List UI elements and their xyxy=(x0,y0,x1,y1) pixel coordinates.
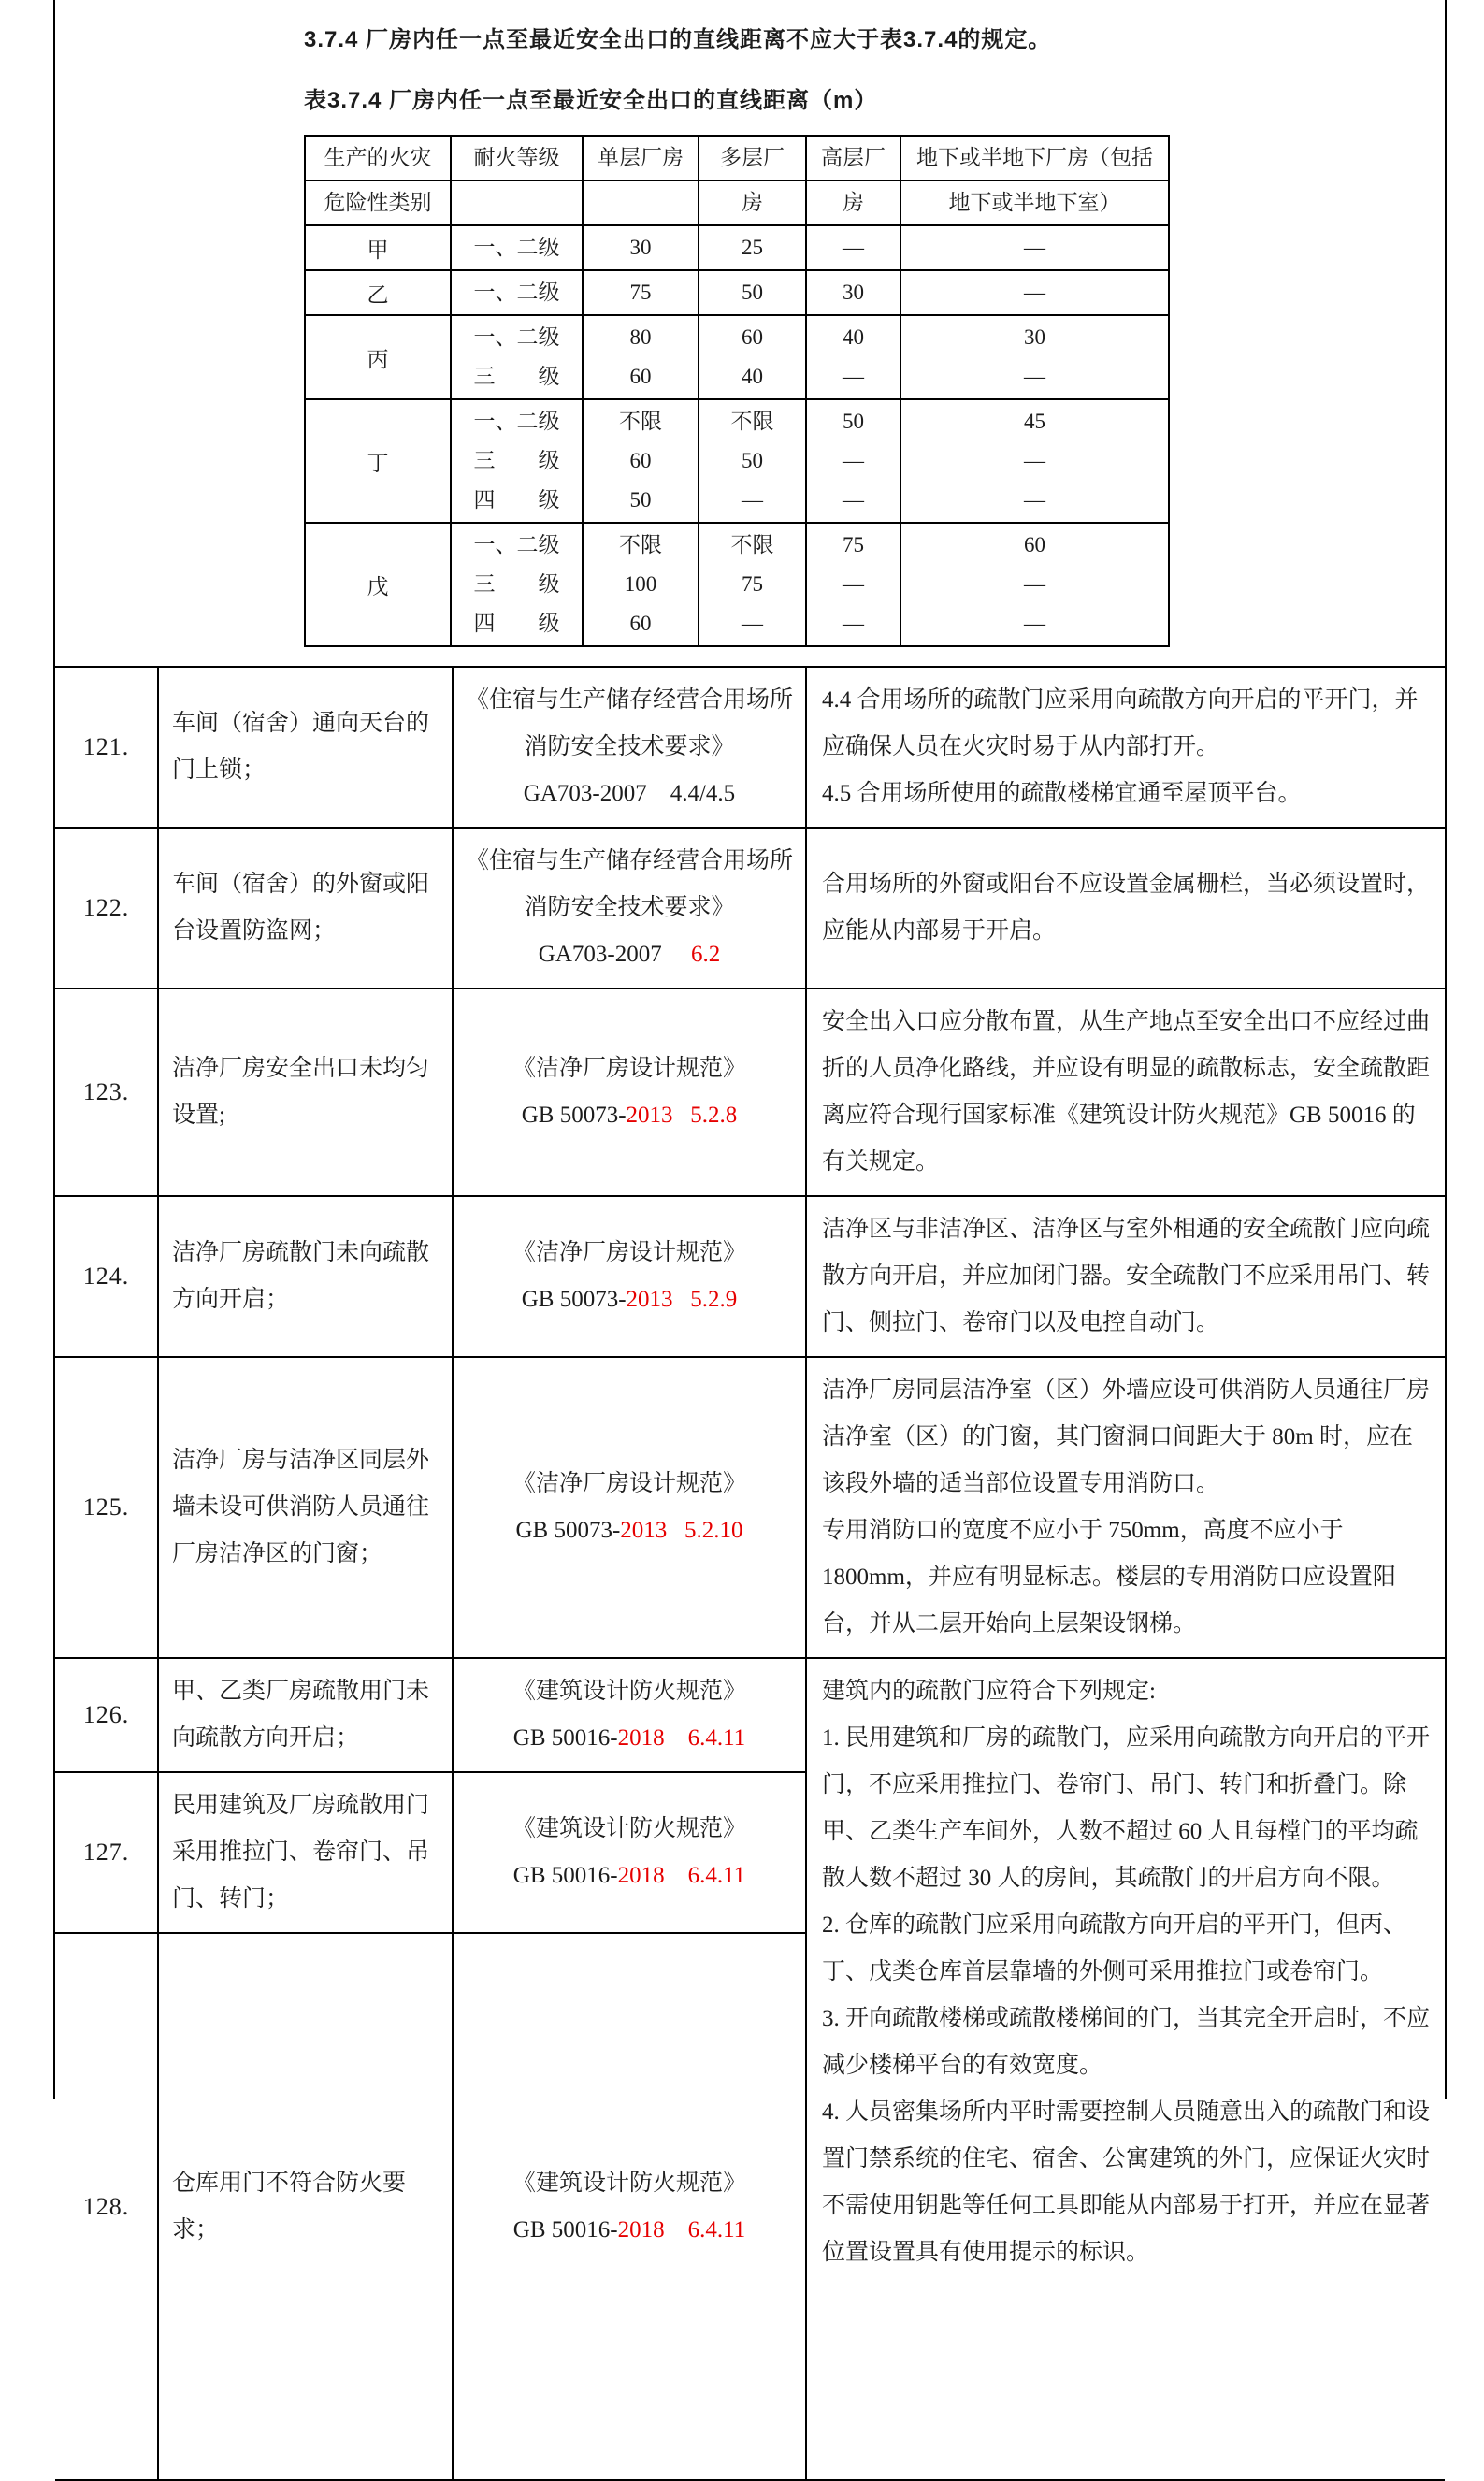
row-number: 126. xyxy=(55,1658,158,1772)
standard-clause-red: 2013 xyxy=(620,1518,668,1543)
distance-header-cell xyxy=(699,136,806,180)
distance-value: 50 xyxy=(843,410,864,433)
distance-header-cell xyxy=(583,180,699,225)
distance-cell xyxy=(900,399,1169,523)
distance-value: 60 xyxy=(629,449,652,472)
row-number: 125. xyxy=(55,1357,158,1658)
standard-code-text xyxy=(665,2217,688,2243)
distance-header-text: 房 xyxy=(843,191,864,214)
distance-cell xyxy=(451,315,583,399)
standard-clause-red: 5.2.10 xyxy=(684,1518,743,1543)
regulation-text: 合用场所的外窗或阳台不应设置金属栅栏，当必须设置时，应能从内部易于开启。 xyxy=(806,828,1445,988)
standard-code xyxy=(461,1092,798,1139)
distance-value: 一、二级 xyxy=(473,410,560,433)
standard-code xyxy=(461,1277,798,1323)
distance-cell xyxy=(806,270,900,315)
distance-value: 三 级 xyxy=(473,365,560,388)
hazard-item: 甲、乙类厂房疏散用门未向疏散方向开启； xyxy=(158,1658,453,1772)
distance-value: — xyxy=(843,365,864,388)
distance-value: — xyxy=(843,572,864,596)
distance-header-cell xyxy=(451,180,583,225)
distance-cell xyxy=(583,399,699,523)
distance-value: — xyxy=(1024,449,1045,472)
standard-clause-red: 6.4.11 xyxy=(687,1725,746,1751)
distance-cell xyxy=(699,399,806,523)
distance-header-cell xyxy=(900,180,1169,225)
distance-value: — xyxy=(1024,488,1045,512)
distance-value: — xyxy=(1024,236,1045,259)
distance-table-title: 表3.7.4 厂房内任一点至最近安全出口的直线距离（m） xyxy=(304,88,878,113)
distance-cell xyxy=(583,315,699,399)
standard-code-text: GB 50073- xyxy=(515,1518,621,1543)
distance-value: 一、二级 xyxy=(473,236,560,259)
distance-header-text xyxy=(455,183,578,223)
distance-value: 三 级 xyxy=(473,572,560,596)
distance-header-cell xyxy=(305,136,451,180)
distance-value: — xyxy=(843,449,864,472)
standard-code xyxy=(461,1853,798,1899)
standard-reference xyxy=(453,1658,806,1772)
distance-header-text: 多层厂 xyxy=(720,146,785,169)
distance-cell xyxy=(583,225,699,270)
distance-value: 50 xyxy=(742,449,763,472)
regulation-text: 4.4 合用场所的疏散门应采用向疏散方向开启的平开门，并应确保人员在火灾时易于从内部打开。 4.5 合用场所使用的疏散楼梯宜通至屋顶平台。 xyxy=(806,667,1445,828)
hazard-item: 洁净厂房安全出口未均匀设置; xyxy=(158,988,453,1196)
distance-cell xyxy=(699,225,806,270)
standard-code xyxy=(461,2207,798,2254)
distance-value: 100 xyxy=(624,572,657,596)
standard-reference xyxy=(453,988,806,1196)
standard-code xyxy=(461,931,798,978)
standard-title: 《洁净厂房设计规范》 xyxy=(511,1056,746,1081)
distance-row xyxy=(305,225,1169,270)
distance-category-cell: 戊 xyxy=(305,523,451,646)
distance-category-cell: 丙 xyxy=(305,315,451,399)
distance-cell xyxy=(583,270,699,315)
distance-row xyxy=(305,270,1169,315)
distance-header-text: 耐火等级 xyxy=(473,146,560,169)
distance-value: 75 xyxy=(742,572,763,596)
standard-code-text: GB 50073- xyxy=(521,1103,627,1128)
distance-value: 不限 xyxy=(730,533,774,556)
checklist-row-125 xyxy=(55,1357,1445,1658)
standard-title: 《住宿与生产储存经营合用场所消防安全技术要求》 xyxy=(465,687,793,759)
row-number: 121. xyxy=(55,667,158,828)
distance-cell xyxy=(699,270,806,315)
distance-value: 不限 xyxy=(619,410,662,433)
distance-cell xyxy=(806,399,900,523)
section-3-7-4 xyxy=(55,0,1445,666)
standard-title: 《建筑设计防火规范》 xyxy=(511,2170,746,2196)
row-number: 127. xyxy=(55,1772,158,1933)
distance-cell xyxy=(900,523,1169,646)
distance-value: 40 xyxy=(742,365,763,388)
checklist-row-121 xyxy=(55,667,1445,828)
distance-header-text: 危险性类别 xyxy=(324,191,432,214)
distance-cell xyxy=(451,270,583,315)
distance-category-cell: 乙 xyxy=(305,270,451,315)
standard-code-text: GA703-2007 xyxy=(538,942,691,967)
distance-table xyxy=(304,135,1170,647)
distance-value: 60 xyxy=(629,612,652,635)
standard-clause-red: 6.2 xyxy=(690,942,721,967)
standard-code xyxy=(461,1507,798,1554)
standard-clause-red: 2018 xyxy=(617,1863,665,1888)
distance-value: — xyxy=(1024,281,1045,304)
distance-header-text xyxy=(587,183,694,223)
standard-clause-red: 2013 xyxy=(626,1103,673,1128)
distance-cell xyxy=(806,315,900,399)
document-frame xyxy=(53,0,1447,2265)
standard-code xyxy=(461,1715,798,1762)
standard-clause-red: 6.4.11 xyxy=(687,1863,746,1888)
distance-row xyxy=(305,523,1169,646)
distance-value: 60 xyxy=(629,365,652,388)
distance-header-cell xyxy=(451,136,583,180)
distance-header-row xyxy=(305,136,1169,180)
standard-code-text: GB 50016- xyxy=(512,2216,618,2243)
regulation-text: 安全出入口应分散布置，从生产地点至安全出口不应经过曲折的人员净化路线，并应设有明显的疏散标志，安全疏散距离应符合现行国家标准《建筑设计防火规范》GB 50016 的有关规定。 xyxy=(806,988,1445,1196)
distance-value: 一、二级 xyxy=(473,281,560,304)
hazard-item: 洁净厂房与洁净区同层外墙未设可供消防人员通往厂房洁净区的门窗； xyxy=(158,1357,453,1658)
distance-value: 75 xyxy=(629,281,652,304)
standard-reference xyxy=(453,1772,806,1933)
distance-value: 30 xyxy=(1024,325,1045,349)
standard-code xyxy=(461,771,798,817)
standard-title: 《洁净厂房设计规范》 xyxy=(511,1471,746,1496)
distance-header-row xyxy=(305,180,1169,225)
distance-row xyxy=(305,399,1169,523)
row-number: 123. xyxy=(55,988,158,1196)
distance-cell xyxy=(900,225,1169,270)
distance-value: 三 级 xyxy=(473,449,560,472)
standard-clause-red: 5.2.9 xyxy=(690,1287,738,1312)
distance-cell xyxy=(583,523,699,646)
checklist-row-123 xyxy=(55,988,1445,1196)
standard-clause-red: 2018 xyxy=(617,2216,665,2243)
distance-value: 60 xyxy=(742,325,763,349)
distance-cell xyxy=(699,315,806,399)
distance-value: 四 级 xyxy=(473,488,560,512)
hazard-item: 仓库用门不符合防火要求； xyxy=(158,1933,453,2480)
regulation-text: 洁净厂房同层洁净室（区）外墙应设可供消防人员通往厂房洁净室（区）的门窗，其门窗洞口间距大于 80m 时，应在该段外墙的适当部位设置专用消防口。 专用消防口的宽度不应小于 750mm，高度不应小于 1800mm，并应有明显标志。楼层的专用消防口应设置阳台，并从二层开始向上层架设钢梯。 xyxy=(806,1357,1445,1658)
standard-reference xyxy=(453,667,806,828)
standard-title: 《洁净厂房设计规范》 xyxy=(511,1240,746,1265)
distance-value: 25 xyxy=(742,236,763,259)
distance-header-cell xyxy=(806,180,900,225)
row-number: 124. xyxy=(55,1196,158,1357)
standard-reference xyxy=(453,828,806,988)
row-number: 128. xyxy=(55,1933,158,2480)
hazard-item: 车间（宿舍）通向天台的门上锁； xyxy=(158,667,453,828)
standard-title: 《住宿与生产储存经营合用场所消防安全技术要求》 xyxy=(465,848,793,920)
distance-header-text: 地下或半地下室） xyxy=(948,191,1121,214)
standard-code-text: GB 50016- xyxy=(512,1725,618,1751)
hazard-item: 民用建筑及厂房疏散用门采用推拉门、卷帘门、吊门、转门； xyxy=(158,1772,453,1933)
hazard-item: 洁净厂房疏散门未向疏散方向开启； xyxy=(158,1196,453,1357)
distance-header-text: 生产的火灾 xyxy=(324,146,432,169)
distance-cell xyxy=(451,399,583,523)
distance-value: 一、二级 xyxy=(473,325,560,349)
distance-cell xyxy=(806,523,900,646)
distance-header-text: 地下或半地下厂房（包括 xyxy=(916,146,1153,169)
distance-header-cell xyxy=(583,136,699,180)
distance-header-cell xyxy=(900,136,1169,180)
distance-value: 60 xyxy=(1024,533,1045,556)
distance-cell xyxy=(900,270,1169,315)
regulation-text: 建筑内的疏散门应符合下列规定: 1. 民用建筑和厂房的疏散门，应采用向疏散方向开启的平开门，不应采用推拉门、卷帘门、吊门、转门和折叠门。除甲、乙类生产车间外，人数不超过 60 人且每樘门的平均疏散人数不超过 30 人的房间，其疏散门的开启方向不限。 2. 仓库的疏散门应采用向疏散方向开启的平开门，但丙、丁、戊类仓库首层靠墙的外侧可采用推拉门或卷帘门。 3. 开向疏散楼梯或疏散楼梯间的门，当其完全开启时，不应减少楼梯平台的有效宽度。 4. 人员密集场所内平时需要控制人员随意出入的疏散门和设置门禁系统的住宅、宿舍、公寓建筑的外门，应保证火灾时不需使用钥匙等任何工具即能从内部易于打开，并应在显著位置设置具有使用提示的标识。 xyxy=(806,1658,1445,2480)
checklist-row-122 xyxy=(55,828,1445,988)
distance-header-cell xyxy=(699,180,806,225)
distance-value: 30 xyxy=(843,281,864,304)
standard-reference xyxy=(453,1196,806,1357)
checklist-row-124 xyxy=(55,1196,1445,1357)
checklist-row-126 xyxy=(55,1658,1445,1772)
distance-value: — xyxy=(843,236,864,259)
standard-clause-red: 2013 xyxy=(626,1287,673,1312)
distance-value: — xyxy=(843,612,864,635)
standard-title: 《建筑设计防火规范》 xyxy=(511,1679,746,1704)
distance-value: 40 xyxy=(843,325,864,349)
hazard-item: 车间（宿舍）的外窗或阳台设置防盗网； xyxy=(158,828,453,988)
distance-cell xyxy=(900,315,1169,399)
intro-paragraph: 3.7.4 厂房内任一点至最近安全出口的直线距离不应大于表3.7.4的规定。 xyxy=(304,27,1052,52)
distance-header-cell xyxy=(806,136,900,180)
distance-value: — xyxy=(742,612,763,635)
distance-row xyxy=(305,315,1169,399)
standard-code-text xyxy=(673,1287,691,1312)
distance-value: 不限 xyxy=(619,533,662,556)
distance-value: — xyxy=(1024,612,1045,635)
distance-value: — xyxy=(1024,572,1045,596)
distance-value: — xyxy=(1024,365,1045,388)
distance-header-cell xyxy=(305,180,451,225)
distance-value: 45 xyxy=(1024,410,1045,433)
distance-value: 四 级 xyxy=(473,612,560,635)
distance-header-text: 房 xyxy=(742,191,763,214)
distance-cell xyxy=(699,523,806,646)
distance-value: 50 xyxy=(629,488,652,512)
standard-reference xyxy=(453,1357,806,1658)
standard-clause-red: 6.4.11 xyxy=(687,2216,746,2243)
distance-value: 一、二级 xyxy=(473,533,560,556)
standard-code-text: GB 50073- xyxy=(521,1287,627,1312)
distance-value: — xyxy=(742,488,763,512)
distance-value: 50 xyxy=(742,281,763,304)
distance-category-cell: 甲 xyxy=(305,225,451,270)
distance-category-cell: 丁 xyxy=(305,399,451,523)
row-number: 122. xyxy=(55,828,158,988)
standard-code-text xyxy=(665,1725,688,1751)
distance-value: — xyxy=(843,488,864,512)
standard-title: 《建筑设计防火规范》 xyxy=(511,1816,746,1841)
standard-code-text xyxy=(667,1518,684,1543)
distance-value: 80 xyxy=(629,325,652,349)
distance-cell xyxy=(451,523,583,646)
distance-value: 不限 xyxy=(730,410,774,433)
standard-code-text: GB 50016- xyxy=(512,1863,618,1888)
distance-header-text: 单层厂房 xyxy=(598,146,684,169)
distance-value: 75 xyxy=(843,533,864,556)
standard-code-text xyxy=(673,1103,691,1128)
distance-cell xyxy=(806,225,900,270)
regulation-text: 洁净区与非洁净区、洁净区与室外相通的安全疏散门应向疏散方向开启，并应加闭门器。安全疏散门不应采用吊门、转门、侧拉门、卷帘门以及电控自动门。 xyxy=(806,1196,1445,1357)
distance-cell xyxy=(451,225,583,270)
distance-value: 30 xyxy=(629,236,652,259)
standard-clause-red: 5.2.8 xyxy=(690,1103,738,1128)
standard-code-text: GA703-2007 4.4/4.5 xyxy=(523,781,736,806)
standard-clause-red: 2018 xyxy=(617,1725,665,1751)
distance-header-text: 高层厂 xyxy=(821,146,886,169)
checklist-table xyxy=(55,666,1445,2481)
standard-code-text xyxy=(665,1863,688,1888)
standard-reference xyxy=(453,1933,806,2480)
